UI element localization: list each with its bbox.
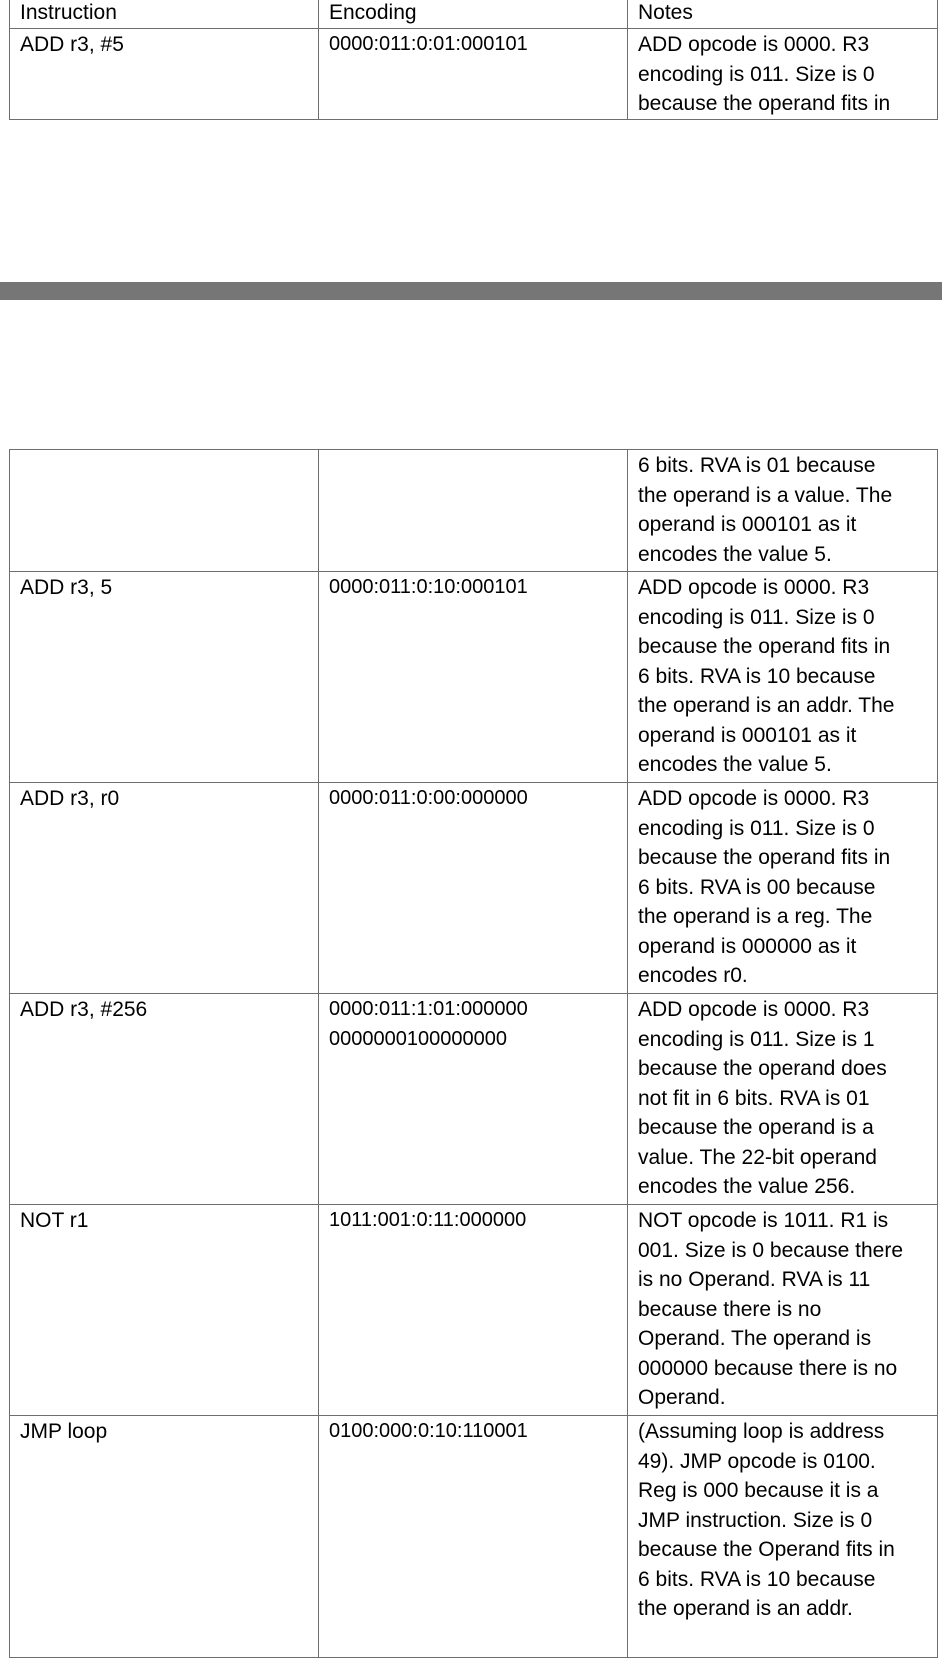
instruction-cell: NOT r1	[10, 1205, 319, 1416]
encoding-cell: 0000:011:0:01:000101	[319, 29, 628, 120]
table-row	[10, 783, 938, 994]
notes-cell: 6 bits. RVA is 01 because the operand is a value. The operand is 000101 as it encodes the value 5.	[628, 450, 938, 572]
instruction-cell: ADD r3, 5	[10, 572, 319, 783]
notes-cell: ADD opcode is 0000. R3 encoding is 011. Size is 0 because the operand fits in 6 bits. RVA is 10 because the operand is an addr. The operand is 000101 as it encodes the value 5.	[628, 572, 938, 783]
header-encoding: Encoding	[319, 0, 628, 29]
notes-cell: ADD opcode is 0000. R3 encoding is 011. Size is 1 because the operand does not fit in 6 bits. RVA is 01 because the operand is a value. The 22-bit operand encodes the value 256.	[628, 994, 938, 1205]
notes-cell: ADD opcode is 0000. R3 encoding is 011. Size is 0 because the operand fits in 6 bits. RVA is 00 because the operand is a reg. The operand is 000000 as it encodes r0.	[628, 783, 938, 994]
header-notes: Notes	[628, 0, 938, 29]
instruction-cell: JMP loop	[10, 1416, 319, 1658]
notes-cell: (Assuming loop is address 49). JMP opcode is 0100. Reg is 000 because it is a JMP instruction. Size is 0 because the Operand fits in 6 bits. RVA is 10 because the operand is an addr.	[628, 1416, 938, 1658]
header-instruction: Instruction	[10, 0, 319, 29]
encoding-cell: 0100:000:0:10:110001	[319, 1416, 628, 1658]
table-row	[10, 572, 938, 783]
encoding-cell: 1011:001:0:11:000000	[319, 1205, 628, 1416]
notes-cell: ADD opcode is 0000. R3 encoding is 011. Size is 0 because the operand fits in	[628, 29, 938, 120]
table-row	[10, 450, 938, 572]
encoding-table-top	[9, 0, 938, 120]
table-row	[10, 29, 938, 120]
encoding-cell: 0000:011:1:01:000000 0000000100000000	[319, 994, 628, 1205]
page-break-divider	[0, 282, 942, 300]
notes-cell: NOT opcode is 1011. R1 is 001. Size is 0 because there is no Operand. RVA is 11 because there is no Operand. The operand is 000000 because there is no Operand.	[628, 1205, 938, 1416]
table-header-row	[10, 0, 938, 29]
instruction-cell: ADD r3, #256	[10, 994, 319, 1205]
instruction-cell	[10, 450, 319, 572]
table-row	[10, 1205, 938, 1416]
instruction-cell: ADD r3, #5	[10, 29, 319, 120]
table-row	[10, 1416, 938, 1658]
encoding-cell: 0000:011:0:00:000000	[319, 783, 628, 994]
encoding-cell	[319, 450, 628, 572]
table-row	[10, 994, 938, 1205]
encoding-cell: 0000:011:0:10:000101	[319, 572, 628, 783]
instruction-cell: ADD r3, r0	[10, 783, 319, 994]
encoding-table-continued	[9, 449, 938, 1658]
